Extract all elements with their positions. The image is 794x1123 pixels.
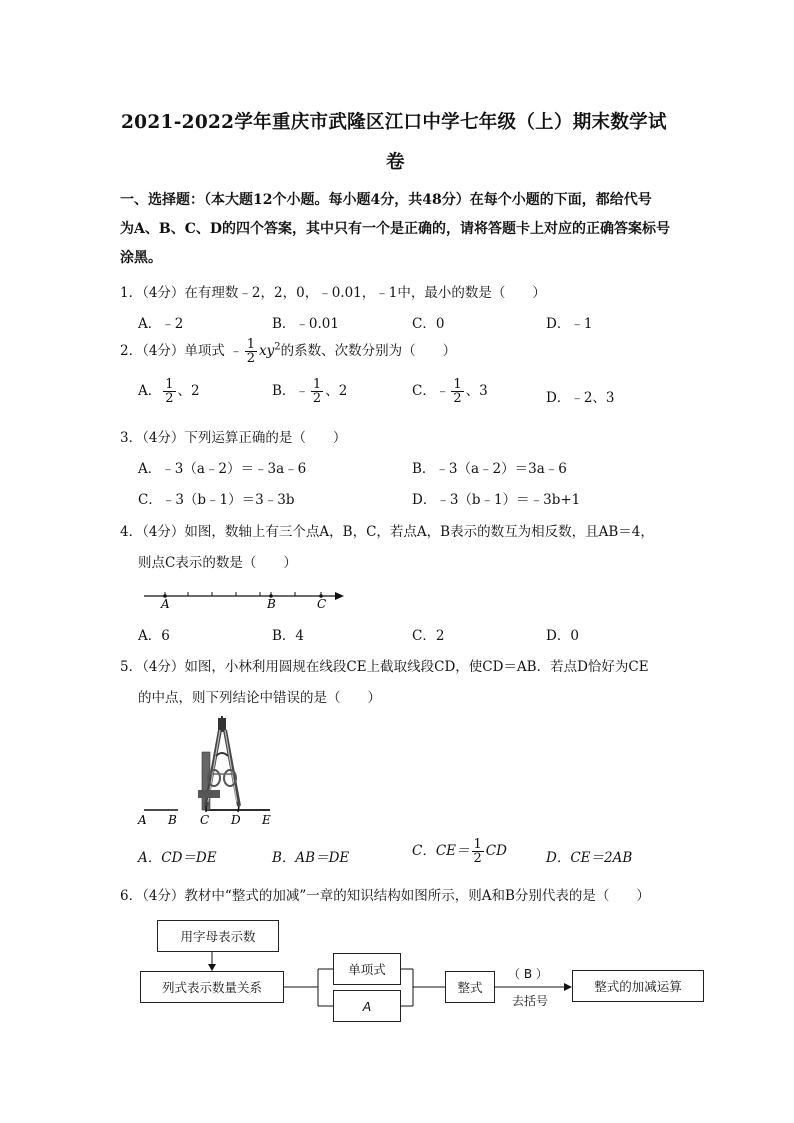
q6-box-polynomial: 整式 [445, 971, 495, 1003]
q4-option-c: C．2 [412, 628, 445, 644]
q4-number-line [140, 584, 350, 612]
q5-label-c: C [200, 813, 210, 827]
section-intro-line1: 一、选择题：（本大题12个小题。每小题4分，共48分）在每个小题的下面，都给代号 [120, 192, 652, 208]
q6-flow-connectors [130, 950, 590, 1030]
q5-compass-figure [136, 716, 286, 828]
q2-option-c: C．﹣ $\frac{1}{2}$ 、3 [412, 377, 488, 406]
q6-box-monomial: 单项式 [333, 953, 401, 985]
q5-label-b: B [168, 813, 177, 827]
q6-box-a: A [333, 990, 401, 1022]
q1-option-b: B．﹣0.01 [272, 316, 339, 332]
section-intro-line3: 涂黑。 [120, 250, 162, 266]
q5-option-c: C．CE＝ $\frac{1}{2}$ CD [412, 837, 507, 866]
q3-option-a: A．﹣3（a﹣2）＝﹣3a﹣6 [138, 461, 307, 477]
q3-stem: 3．（4分）下列运算正确的是（ ） [120, 430, 347, 446]
q6-arrow-label-b: （ B ） [508, 967, 548, 981]
q4-label-a: A [161, 597, 170, 611]
q1-option-d: D．﹣1 [546, 316, 593, 332]
q4-label-c: C [317, 597, 327, 611]
page-title-line2: 卷 [386, 152, 405, 173]
q2-option-a: A． $\frac{1}{2}$ 、2 [138, 377, 200, 406]
q5-option-d: D．CE＝2AB [546, 850, 633, 866]
q5-stem-line1: 5．（4分）如图，小林利用圆规在线段CE上截取线段CD，使CD＝AB．若点D恰好为CE [120, 659, 649, 675]
q1-stem: 1．（4分）在有理数﹣2，2，0，﹣0.01，﹣1中，最小的数是（ ） [120, 285, 546, 301]
q6-stem: 6．（4分）教材中“整式的加减”一章的知识结构如图所示，则A和B分别代表的是（ ） [120, 888, 650, 904]
page-title-line1: 2021-2022学年重庆市武隆区江口中学七年级（上）期末数学试 [121, 112, 667, 133]
q5-label-d: D [231, 813, 241, 827]
q4-option-b: B．4 [272, 628, 305, 644]
q3-option-d: D．﹣3（b﹣1）＝﹣3b+1 [412, 492, 581, 508]
q5-option-a: A．CD＝DE [138, 850, 217, 866]
q5-stem-line2: 的中点，则下列结论中错误的是（ ） [138, 690, 381, 706]
q2-stem: 2．（4分）单项式 ﹣ $\frac{1}{2}$ $xy^2$的系数、次数分别为（ ） [120, 337, 457, 366]
q2-option-d: D．﹣2、3 [546, 390, 615, 406]
q4-option-d: D．0 [546, 628, 579, 644]
q2-option-b: B．﹣ $\frac{1}{2}$ 、2 [272, 377, 348, 406]
q4-option-a: A．6 [138, 628, 170, 644]
q4-label-b: B [267, 597, 276, 611]
q6-box-expressions: 列式表示数量关系 [140, 971, 284, 1003]
q4-stem-line2: 则点C表示的数是（ ） [138, 555, 297, 571]
section-intro-line2: 为A、B、C、D的四个答案，其中只有一个是正确的，请将答题卡上对应的正确答案标号 [120, 221, 670, 237]
q1-option-c: C．0 [412, 316, 445, 332]
q2-fraction: $\frac{1}{2}$ [246, 337, 256, 366]
q5-label-a: A [138, 813, 147, 827]
q3-option-c: C．﹣3（b﹣1）＝3﹣3b [138, 492, 295, 508]
q5-label-e: E [262, 813, 271, 827]
q1-option-a: A．﹣2 [138, 316, 184, 332]
q3-option-b: B．﹣3（a﹣2）＝3a﹣6 [412, 461, 567, 477]
q4-stem-line1: 4．（4分）如图，数轴上有三个点A，B，C，若点A，B表示的数互为相反数，且AB＝4， [120, 524, 654, 540]
q6-box-addition-subtraction: 整式的加减运算 [572, 970, 704, 1002]
q5-option-b: B．AB＝DE [272, 850, 350, 866]
q6-arrow-label-remove-brackets: 去括号 [512, 994, 549, 1008]
q6-box-letters-as-numbers: 用字母表示数 [157, 920, 279, 952]
